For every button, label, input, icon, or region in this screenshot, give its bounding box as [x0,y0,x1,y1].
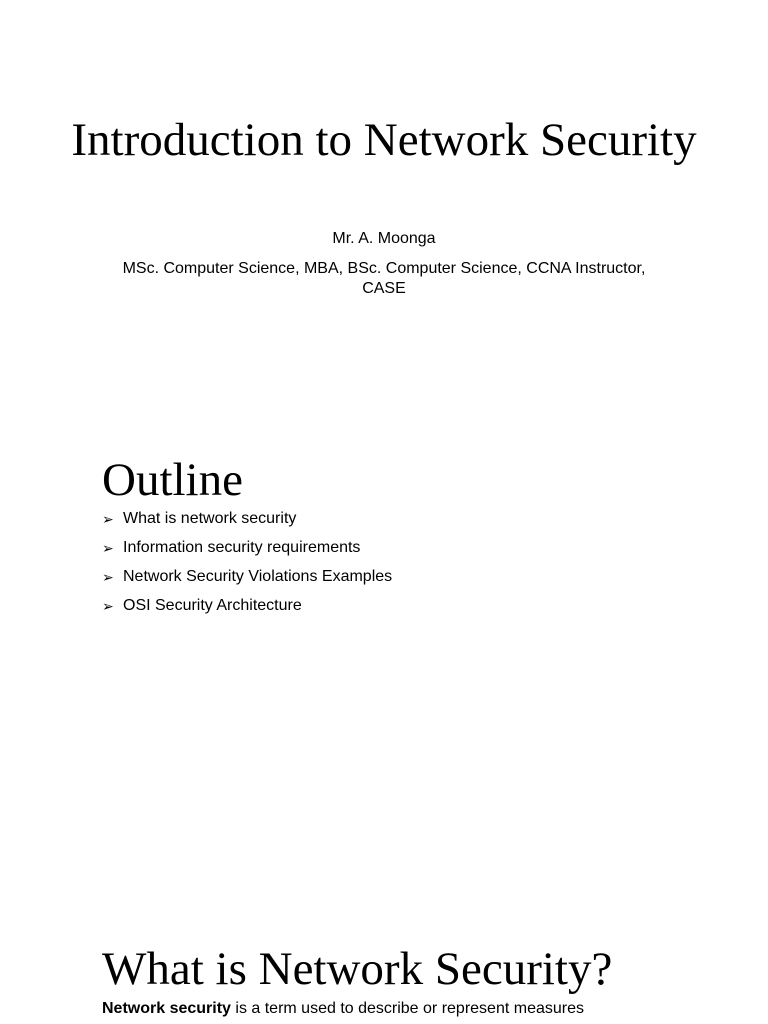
arrow-bullet-icon: ➢ [102,598,114,614]
presenter-name: Mr. A. Moonga [332,230,436,247]
definition-slide [0,930,768,1024]
outline-item-label: What is network security [123,510,297,527]
arrow-bullet-icon: ➢ [102,511,114,527]
definition-text: is a term used to describe or represent measures [230,1000,584,1017]
outline-item [102,595,392,624]
presenter-credentials: MSc. Computer Science, MBA, BSc. Computer Science, CCNA Instructor, CASE [122,260,646,297]
definition-heading: What is Network Security? [102,943,613,995]
outline-heading: Outline [102,454,243,506]
arrow-bullet-icon: ➢ [102,569,114,585]
outline-item [102,508,392,537]
presentation-title: Introduction to Network Security [71,114,697,166]
outline-list [102,508,392,624]
outline-item [102,566,392,595]
outline-item-label: Information security requirements [123,539,361,556]
outline-slide [0,420,768,900]
definition-paragraph [102,998,666,1020]
title-slide [0,0,768,400]
outline-item-label: Network Security Violations Examples [123,568,393,585]
outline-item-label: OSI Security Architecture [123,597,302,614]
outline-item [102,537,392,566]
arrow-bullet-icon: ➢ [102,540,114,556]
definition-term: Network security [102,1000,231,1017]
